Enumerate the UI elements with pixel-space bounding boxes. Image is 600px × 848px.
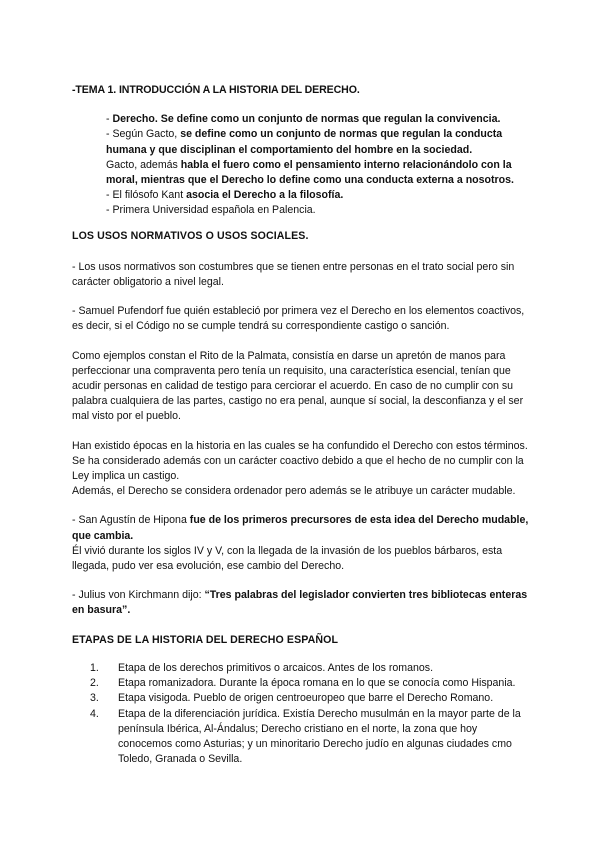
paragraph-san-agustin: - San Agustín de Hipona fue de los primeros precursores de esta idea del Derecho mudable, que cambia. Él vivió durante los siglos IV y V, con la llegada de la invasión de los pueblos bárbaros, esta llegada, pudo ver esa evolución, ese cambio del Derecho. — [72, 514, 529, 573]
paragraph-pufendorf: - Samuel Pufendorf fue quién estableció por primera vez el Derecho en los elementos coactivos, es decir, si el Código no se cumple tendrá su correspondiente castigo o sanción. — [72, 305, 525, 333]
paragraph-palmata: Como ejemplos constan el Rito de la Palmata, consistía en darse un apretón de manos para perfeccionar una compraventa pero tenía un requisito, una característica esencial, tenían que acudir personas en calidad de testigo para cerciorar el acuerdo. En caso de no cumplir con su palabra cualquiera de las partes, castigo no era penal, aunque sí social, la desconfianza y el ser mal visto por el pueblo. — [72, 349, 524, 423]
document-title: -TEMA 1. INTRODUCCIÓN A LA HISTORIA DEL DERECHO. — [72, 84, 360, 96]
section-heading-usos: LOS USOS NORMATIVOS O USOS SOCIALES. — [72, 229, 309, 242]
list-item: 2. Etapa romanizadora. Durante la época romana en lo que se conocía como Hispania. — [90, 677, 516, 690]
section-heading-etapas: ETAPAS DE LA HISTORIA DEL DERECHO ESPAÑOL — [72, 633, 339, 646]
intro-line-kant: - El filósofo Kant asocia el Derecho a la filosofía. — [106, 189, 344, 202]
intro-block — [106, 112, 532, 218]
document-page — [72, 83, 532, 767]
list-item: 4. Etapa de la diferenciación jurídica. Existía Derecho musulmán en la mayor parte de la península Ibérica, Al-Ándalus; Derecho cristiano en el norte, la zona que hoy conocemos como Asturias; y un minoritario Derecho judío en algunas ciudades cmo Toledo, Granada o Sevilla. — [90, 707, 521, 766]
etapas-list — [90, 661, 532, 767]
paragraph-usos-normativos: - Los usos normativos son costumbres que se tienen entre personas en el trato social pero sin carácter obligatorio a nivel legal. — [72, 260, 515, 289]
intro-line-gacto-fuero: Gacto, además habla el fuero como el pensamiento interno relacionándolo con la moral, mientras que el Derecho lo define como una conducta externa a nosotros. — [106, 158, 514, 187]
list-item: 3. Etapa visigoda. Pueblo de origen centroeuropeo que barre el Derecho Romano. — [90, 692, 494, 705]
intro-line-gacto: - Según Gacto, se define como un conjunto de normas que regulan la conducta humana y que disciplinan el comportamiento del hombre en la sociedad. — [106, 128, 503, 156]
intro-line-palencia: - Primera Universidad española en Palencia. — [106, 204, 316, 217]
intro-line-derecho: - Derecho. Se define como un conjunto de normas que regulan la convivencia. — [106, 113, 501, 126]
paragraph-epocas: Han existido épocas en la historia en las cuales se ha confundido el Derecho con estos términos. Se ha considerado además con un carácter coactivo debido a que el hecho de no cumplir con la Ley implica un castigo. Además, el Derecho se considera ordenador pero además se le atribuye un carácter mudable. — [72, 439, 528, 498]
list-item: 1. Etapa de los derechos primitivos o arcaicos. Antes de los romanos. — [90, 661, 434, 674]
paragraph-kirchmann: - Julius von Kirchmann dijo: “Tres palabras del legislador convierten tres bibliotecas enteras en basura”. — [72, 589, 528, 617]
